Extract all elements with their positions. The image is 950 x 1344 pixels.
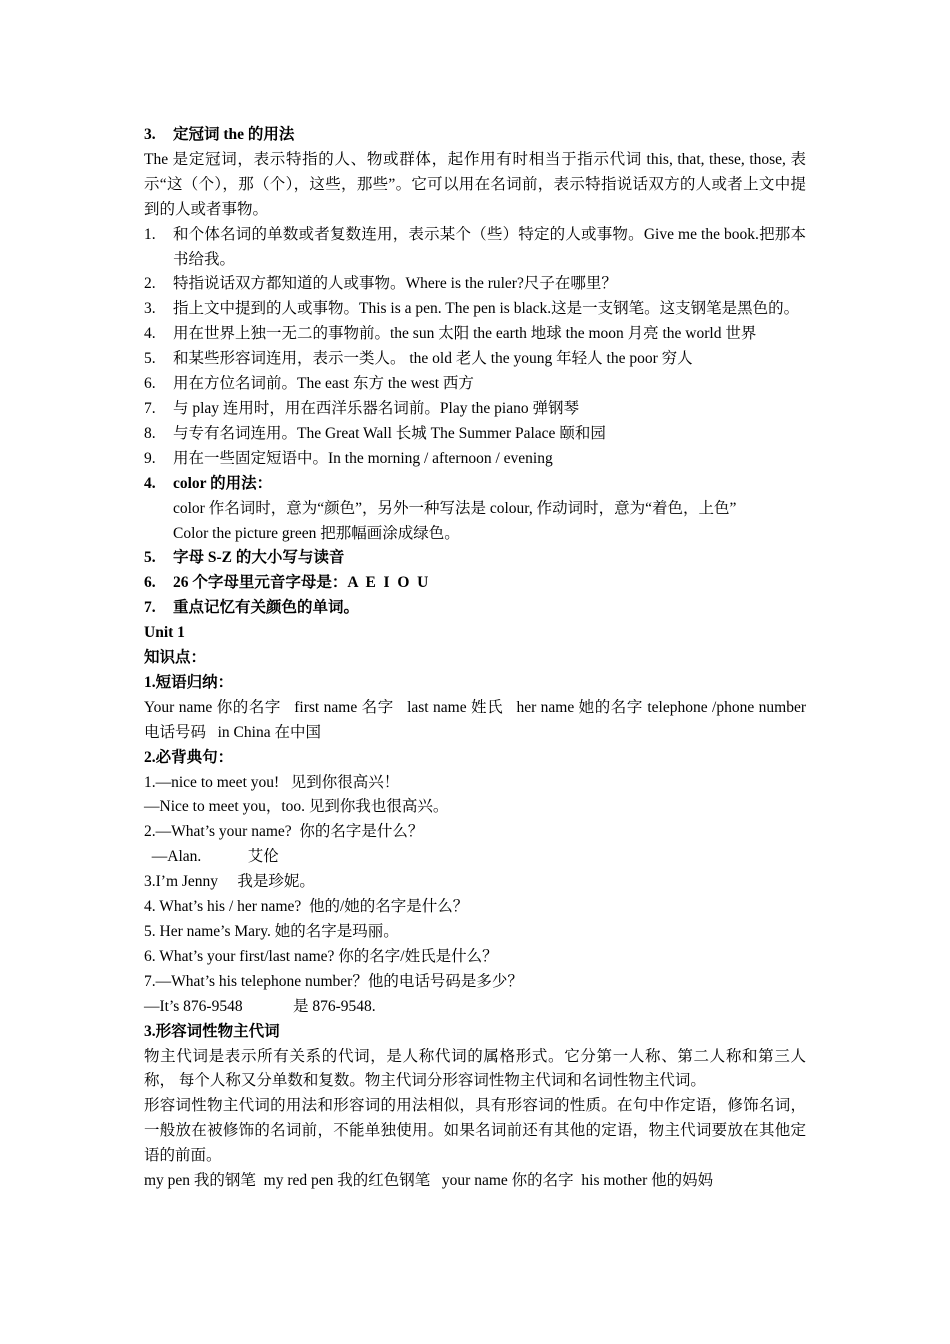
section-number: 7. [144,599,156,617]
section-3-heading [144,123,806,148]
list-text: 用在一些固定短语中。In the morning / afternoon / evening [173,449,553,467]
list-text: 用在世界上独一无二的事物前。the sun 太阳 the earth 地球 the moon 月亮 the world 世界 [173,325,757,343]
unit-title: Unit 1 [144,624,185,642]
sentence-line: —Nice to meet you，too. 见到你我也很高兴。 [144,798,449,816]
list-item [144,447,806,472]
section-4-heading [144,472,806,497]
sentence-line: —It’s 876-9548 是 876-9548. [144,997,376,1015]
list-text: 指上文中提到的人或事物。This is a pen. The pen is black.这是一支钢笔。这支钢笔是黑色的。 [173,300,800,318]
section-title: 字母 S-Z 的大小写与读音 [173,549,345,567]
list-text: 和某些形容词连用，表示一类人。 the old 老人 the young 年轻人 the poor 穷人 [173,350,693,368]
section-title: color 的用法： [173,474,273,492]
list-text: 与 play 连用时，用在西洋乐器名词前。Play the piano 弹钢琴 [173,399,579,417]
sentence-line: 7.—What’s his telephone number？他的电话号码是多少？ [144,972,523,990]
section-title: 重点记忆有关颜色的单词。 [173,599,360,617]
list-number: 3. [144,300,156,318]
section-4-line-2: Color the picture green 把那幅画涂成绿色。 [173,524,460,542]
sentences-heading: 2.必背典句： [144,748,234,766]
list-text: 和个体名词的单数或者复数连用，表示某个（些）特定的人或事物。Give me the book.把那本书给我。 [173,225,806,268]
section-number: 5. [144,549,156,567]
section-number: 6. [144,574,156,592]
section-number: 3. [144,126,156,143]
document-body [144,123,810,1194]
sentence-line: 6. What’s your first/last name? 你的名字/姓氏是什么？ [144,947,498,965]
section-number: 4. [144,474,156,492]
phrases-heading: 1.短语归纳： [144,673,234,691]
list-item [144,397,806,422]
list-item [144,272,806,297]
list-number: 8. [144,424,156,442]
possessive-paragraph-1: 物主代词是表示所有关系的代词，是人称代词的属格形式。它分第一人称、第二人称和第三人称， 每个人称又分单数和复数。物主代词分形容词性物主代词和名词性物主代词。 [144,1047,806,1090]
list-text: 特指说话双方都知道的人或事物。Where is the ruler?尺子在哪里？ [173,275,617,293]
sentence-line: 5. Her name’s Mary. 她的名字是玛丽。 [144,923,399,940]
list-number: 1. [144,225,156,243]
list-number: 5. [144,350,156,368]
list-item [144,422,806,447]
list-text: 与专有名词连用。The Great Wall 长城 The Summer Palace 颐和园 [173,424,606,442]
sentence-line: —Alan. 艾伦 [144,848,279,866]
list-text: 用在方位名词前。The east 东方 the west 西方 [173,375,474,393]
sentence-line: 4. What’s his / her name? 他的/她的名字是什么？ [144,898,469,916]
list-item [144,297,806,322]
section-7-heading [144,596,806,621]
sentence-line: 3.I’m Jenny 我是珍妮。 [144,873,315,891]
sentence-line: 2.—What’s your name? 你的名字是什么？ [144,823,424,841]
list-item [144,372,806,397]
section-6-heading [144,571,806,596]
section-title: 定冠词 the 的用法 [173,126,295,143]
list-number: 4. [144,325,156,343]
list-number: 9. [144,449,156,467]
knowledge-heading: 知识点： [144,649,207,667]
section-4-line-1: color 作名词时，意为“颜色”，另外一种写法是 colour, 作动词时，意为“着色，上色” [173,499,737,517]
phrases-text: Your name 你的名字 first name 名字 last name 姓氏 her name 她的名字 telephone /phone number 电话号码 in China 在中国 [144,698,810,741]
list-item [144,347,806,372]
list-number: 2. [144,275,156,293]
possessive-paragraph-2: 形容词性物主代词的用法和形容词的用法相似，具有形容词的性质。在句中作定语，修饰名词，一般放在被修饰的名词前，不能单独使用。如果名词前还有其他的定语，物主代词要放在其他定语的前面。 [144,1097,806,1165]
list-number: 6. [144,375,156,393]
list-number: 7. [144,399,156,417]
section-5-heading [144,546,806,571]
section-3-intro: The 是定冠词，表示特指的人、物或群体，起作用有时相当于指示代词 this, that, these, those, 表示“这（个），那（个），这些，那些”。它可以用在名词前，表示特指说话双方的人或者上文中提到的人或者事物。 [144,150,806,218]
possessive-heading: 3.形容词性物主代词 [144,1022,280,1040]
sentence-line: 1.—nice to meet you! 见到你很高兴！ [144,773,400,791]
list-item [144,223,806,273]
section-title: 26 个字母里元音字母是：A E I O U [173,574,429,592]
possessive-examples: my pen 我的钢笔 my red pen 我的红色钢笔 your name 你的名字 his mother 他的妈妈 [144,1172,714,1190]
list-item [144,322,806,347]
